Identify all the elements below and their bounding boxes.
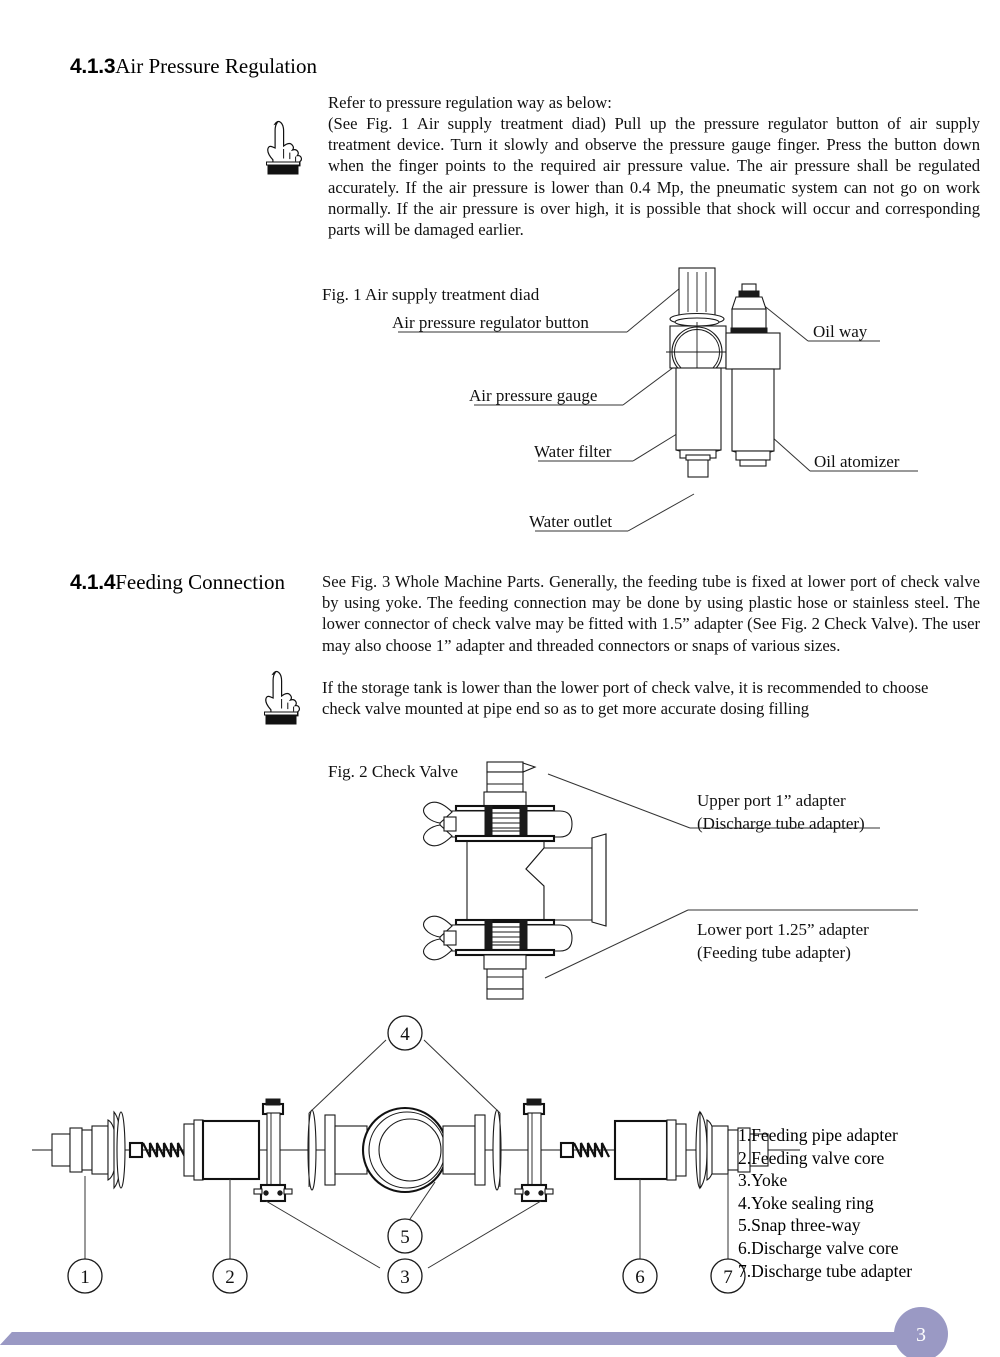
figure1-label-oil-atomizer: Oil atomizer — [814, 452, 900, 471]
page-number: 3 — [916, 1324, 926, 1346]
legend-item-2: 2.Feeding valve core — [738, 1147, 885, 1168]
figure1-label-water-filter: Water filter — [534, 442, 612, 461]
legend-item-7: 7.Discharge tube adapter — [738, 1260, 913, 1281]
legend-item-3: 3.Yoke — [738, 1170, 788, 1191]
svg-text:7: 7 — [723, 1267, 733, 1288]
svg-text:4: 4 — [400, 1024, 410, 1045]
figure1-label-pressure-gauge: Air pressure gauge — [469, 386, 598, 405]
legend-item-6: 6.Discharge valve core — [738, 1237, 899, 1258]
figure2-label-upper-line1: Upper port 1” adapter — [697, 791, 846, 810]
callout-4 — [388, 1016, 422, 1050]
section-title: Air Pressure Regulation — [115, 54, 318, 78]
legend-item-5: 5.Snap three-way — [738, 1215, 861, 1236]
svg-text:2: 2 — [225, 1267, 235, 1288]
paragraph-4-1-4-body: See Fig. 3 Whole Machine Parts. Generally, the feeding tube is fixed at lower port of check valve by using yoke. The feeding connection may be done by using plastic hose or stainless steel. The lower connector of check valve may be fitted with 1.5” adapter (See Fig. 2 Check Valve). The user may also choose 1” adapter and threaded connectors or snaps of various sizes. — [322, 572, 980, 655]
legend-item-1: 1.Feeding pipe adapter — [738, 1125, 898, 1145]
paragraph-4-1-3-body: (See Fig. 1 Air supply treatment diad) Pull up the pressure regulator button of air supply treatment device. Turn it slowly and observe the pressure gauge finger. Press the button down when the finger points to the required air pressure value. The air pressure shall be regulated accurately. If the air pressure is lower than 0.4 Mp, the pneumatic system can not go on work normally. If the air pressure is over high, it is possible that shock will occur and corresponding parts will be damaged earlier. — [328, 114, 980, 240]
figure2-label-lower-line2: (Feeding tube adapter) — [697, 943, 851, 962]
callout-5 — [388, 1219, 422, 1253]
svg-text:1: 1 — [80, 1267, 90, 1288]
figure1-caption: Fig. 1 Air supply treatment diad — [322, 285, 540, 304]
section-number: 4.1.4 — [70, 571, 116, 594]
figure1-label-oil-way: Oil way — [813, 322, 868, 341]
figure2-caption: Fig. 2 Check Valve — [328, 762, 459, 781]
section-title: Feeding Connection — [115, 570, 285, 594]
figure2-label-lower-line1: Lower port 1.25” adapter — [697, 920, 869, 939]
svg-text:5: 5 — [400, 1227, 410, 1248]
paragraph-4-1-3-intro: Refer to pressure regulation way as below: — [328, 93, 612, 112]
svg-text:3: 3 — [400, 1267, 410, 1288]
figure2-label-upper-line2: (Discharge tube adapter) — [697, 814, 865, 833]
figure1-label-water-outlet: Water outlet — [529, 512, 613, 531]
svg-text:6: 6 — [635, 1267, 645, 1288]
legend-item-4: 4.Yoke sealing ring — [738, 1192, 874, 1213]
figure3-legend — [738, 1124, 912, 1282]
section-number: 4.1.3 — [70, 55, 116, 78]
figure1-label-regulator-button: Air pressure regulator button — [392, 313, 589, 332]
paragraph-4-1-4-note: If the storage tank is lower than the lower port of check valve, it is recommended to choose check valve mounted at pipe end so as to get more accurate dosing filling — [322, 678, 929, 719]
page-footer — [0, 1287, 1000, 1357]
